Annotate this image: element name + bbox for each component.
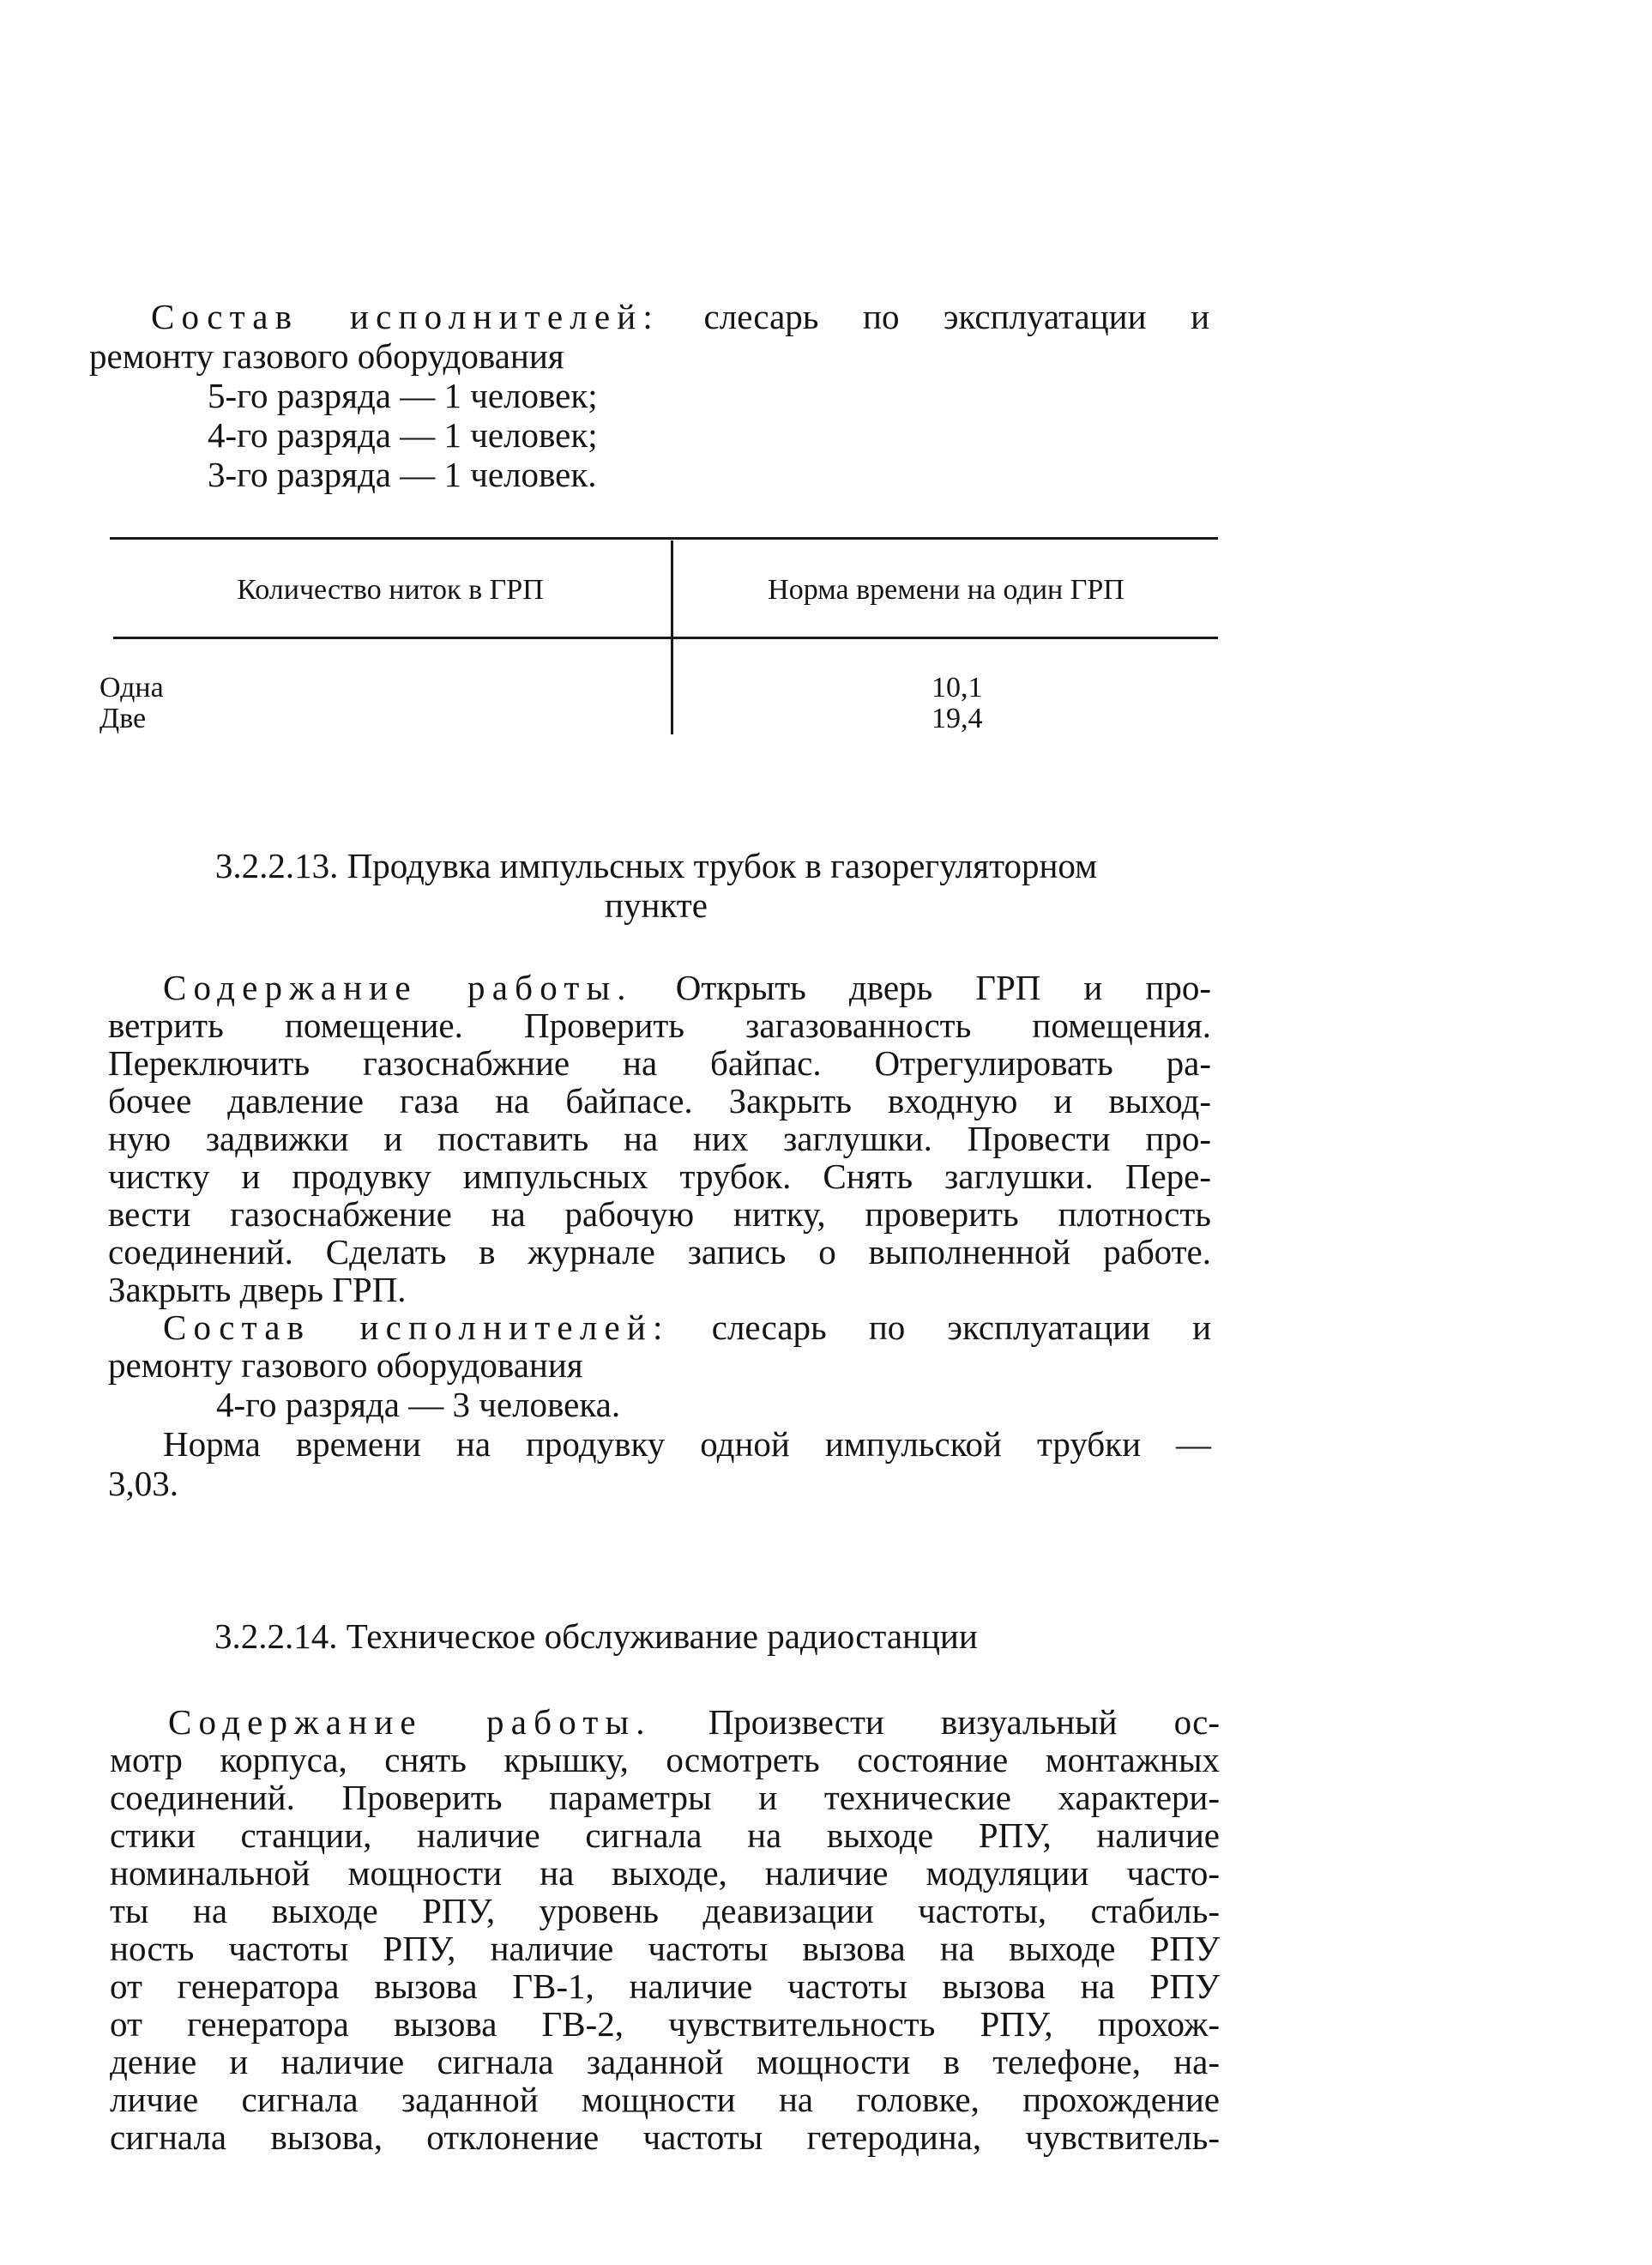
- crew-1-label: Состав исполнителей:: [151, 297, 660, 336]
- section-13-norm-line-2: 3,03.: [108, 1464, 178, 1503]
- section-13-content-line-1: Содержание работы. Открыть дверь ГРП и про-: [163, 968, 1211, 1007]
- section-13-content-line-8: соединений. Сделать в журнале запись о выполненной работе.: [108, 1232, 1211, 1271]
- section-14-content-line-1: Содержание работы. Произвести визуальный ос-: [168, 1702, 1220, 1742]
- section-14-content-line-3: соединений. Проверить параметры и технические характери-: [110, 1778, 1220, 1817]
- section-14-title: 3.2.2.14. Техническое обслуживание радиостанции: [214, 1616, 978, 1656]
- table-header-rule: [113, 637, 1218, 639]
- crew-1-line-1-rest: слесарь по эксплуатации и: [703, 297, 1210, 336]
- section-14-content-line-11: личие сигнала заданной мощности на головке, прохождение: [110, 2080, 1220, 2119]
- section-14-content-line-4: стики станции, наличие сигнала на выходе РПУ, наличие: [110, 1815, 1220, 1855]
- crew-1-rank-3: 3-го разряда — 1 человек.: [208, 455, 597, 494]
- section-14-content-line-7: ность частоты РПУ, наличие частоты вызова на выходе РПУ: [110, 1929, 1220, 1968]
- crew-1-rank-4: 4-го разряда — 1 человек;: [208, 415, 598, 455]
- section-14-content-line-6: ты на выходе РПУ, уровень деавизации частоты, стабиль-: [110, 1891, 1220, 1930]
- table-top-rule: [110, 537, 1218, 540]
- crew-1-rank-5: 5-го разряда — 1 человек;: [208, 376, 598, 415]
- table-header-count: Количество ниток в ГРП: [237, 574, 544, 606]
- section-13-norm-line-1: Норма времени на продувку одной импульской трубки —: [163, 1424, 1211, 1464]
- crew-1-line-2: ремонту газового оборудования: [89, 336, 564, 376]
- table-header-norm: Норма времени на один ГРП: [768, 574, 1124, 606]
- section-13-content-line-7: вести газоснабжение на рабочую нитку, проверить плотность: [108, 1194, 1211, 1234]
- section-14-content-line-12: сигнала вызова, отклонение частоты гетеродина, чувствитель-: [110, 2117, 1220, 2157]
- section-13-title-line-2: пункте: [605, 885, 708, 925]
- section-13-content-line-9: Закрыть дверь ГРП.: [108, 1270, 407, 1309]
- table-row-2-count: Две: [99, 703, 147, 734]
- section-14-content-label: Содержание работы.: [168, 1702, 652, 1742]
- table-row-2-norm: 19,4: [932, 703, 983, 734]
- table-row-1-norm: 10,1: [932, 672, 983, 704]
- section-13-crew-rank: 4-го разряда — 3 человека.: [216, 1385, 621, 1424]
- section-13-content-label: Содержание работы.: [163, 968, 633, 1007]
- table-row-1-count: Одна: [99, 672, 164, 704]
- section-13-title-line-1: 3.2.2.13. Продувка импульсных трубок в газорегуляторном: [214, 846, 1098, 885]
- section-14-content-line-10: дение и наличие сигнала заданной мощности в телефоне, на-: [110, 2042, 1220, 2081]
- section-14-content-line-8: от генератора вызова ГВ-1, наличие частоты вызова на РПУ: [110, 1966, 1220, 2006]
- section-13-content-line-2: ветрить помещение. Проверить загазованность помещения.: [108, 1006, 1211, 1045]
- section-13-content-line-5: ную задвижки и поставить на них заглушки. Провести про-: [108, 1119, 1211, 1158]
- section-13-crew-label: Состав исполнителей:: [163, 1308, 670, 1347]
- section-14-content-line-5: номинальной мощности на выходе, наличие модуляции часто-: [110, 1853, 1220, 1893]
- section-13-crew-line-2: ремонту газового оборудования: [108, 1345, 583, 1385]
- section-13-crew-line-1: Состав исполнителей: слесарь по эксплуатации и: [163, 1308, 1212, 1347]
- crew-1-line-1: [151, 297, 1209, 336]
- section-13-content-line-4: бочее давление газа на байпасе. Закрыть входную и выход-: [108, 1081, 1211, 1120]
- section-13-content-line-6: чистку и продувку импульсных трубок. Снять заглушки. Пере-: [108, 1157, 1211, 1196]
- section-14-content-line-9: от генератора вызова ГВ-2, чувствительность РПУ, прохож-: [110, 2004, 1220, 2044]
- section-13-content-line-3: Переключить газоснабжние на байпас. Отрегулировать ра-: [108, 1043, 1211, 1083]
- section-14-content-line-2: мотр корпуса, снять крышку, осмотреть состояние монтажных: [110, 1740, 1220, 1779]
